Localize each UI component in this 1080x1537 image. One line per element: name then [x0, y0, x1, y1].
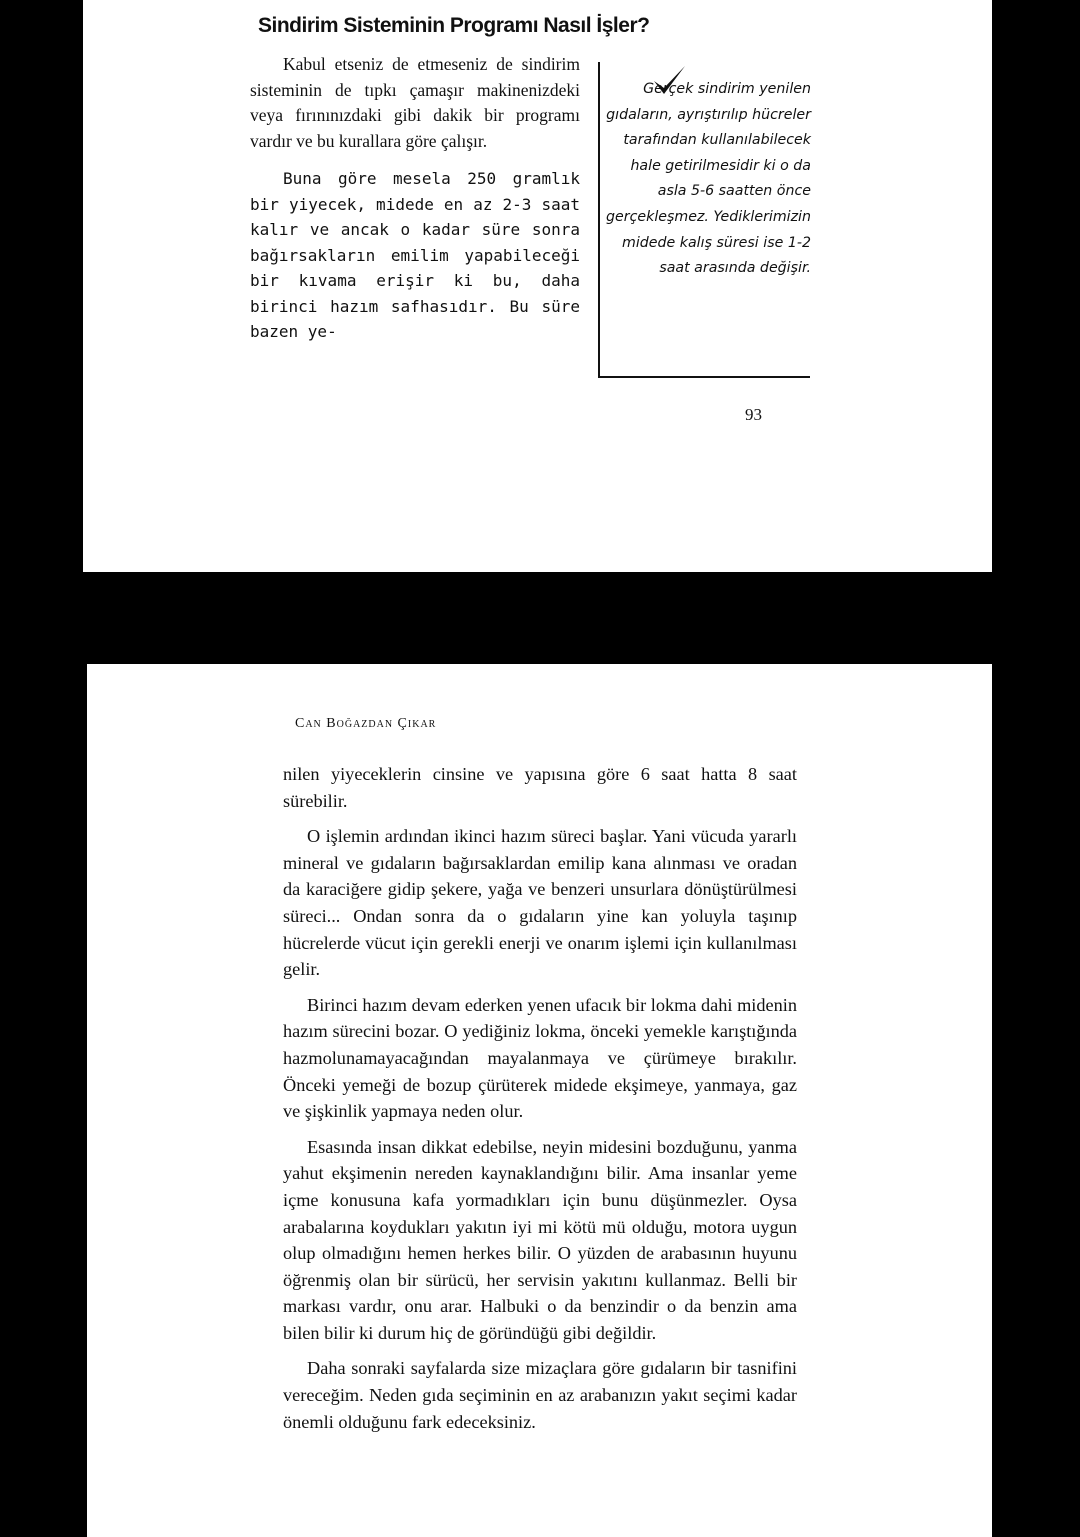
paragraph: Buna göre mesela 250 gramlık bir yiyecek, midede en az 2-3 saat kalır ve ancak o kadar süre sonra bağırsakların emilim yapabileceği bir kıvama erişir ki bu, daha birinci hazım safhasıdır. Bu süre bazen ye-: [250, 169, 580, 341]
bottom-book-page: [87, 664, 992, 1537]
sidebar-divider-vertical: [598, 62, 600, 378]
sidebar-note-text: Gerçek sindirim yenilen gıdaların, ayrıştırılıp hücreler tarafından kullanılabilecek hale getirilmesidir ki o da asla 5-6 saatten önce gerçekleşmez. Yediklerimizin midede kalış süresi ise 1-2 saat arasında değişir.: [606, 81, 811, 277]
paragraph: nilen yiyeceklerin cinsine ve yapısına göre 6 saat hatta 8 saat sürebilir.: [283, 764, 797, 811]
paragraph: Esasında insan dikkat edebilse, neyin midesini bozduğunu, yanma yahut ekşimenin nereden kaynaklandığını bilir. Ama insanlar yeme içme konusuna kafa yormadıkları için bunu düşünmezler. Oysa arabalarına koydukları yakıtın iyi mi kötü mü olduğu, motora uygun olup olmadığını hemen herkes bilir. O yüzden de arabasının huyunu öğrenmiş olan bir sürücü, her servisin yakıtını kullanmaz. Belli bir markası vardır, onu arar. Halbuki o da benzindir o da benzin ama bilen bilir ki durum hiç de göründüğü gibi değildir.: [283, 1136, 797, 1343]
sidebar-note: [603, 77, 811, 282]
main-text-column: [283, 761, 797, 1435]
page-number: 93: [745, 405, 762, 424]
main-text-column: [250, 52, 580, 345]
top-book-page: [83, 0, 992, 572]
running-head: Can Boğazdan Çıkar: [295, 716, 437, 731]
section-heading: Sindirim Sisteminin Programı Nasıl İşler?: [258, 14, 650, 37]
paragraph: Kabul etseniz de etmeseniz de sindirim sisteminin de tıpkı çamaşır makinenizdeki veya fırınınızdaki gibi dakik bir programı vardır ve bu kurallara göre çalışır.: [250, 54, 580, 151]
paragraph: Daha sonraki sayfalarda size mizaçlara göre gıdaların bir tasnifini vereceğim. Neden gıda seçiminin en az arabanızın yakıt seçimi kadar önemli olduğunu fark edeceksiniz.: [283, 1358, 797, 1432]
paragraph: Birinci hazım devam ederken yenen ufacık bir lokma dahi midenin hazım sürecini bozar. O yediğiniz lokma, önceki yemekle karıştığında hazmolunamayacağından mayalanmaya ve çürümeye bırakılır. Önceki yemeği de bozup çürüterek midede ekşimeye, yanmaya, gaz ve şişkinlik yapmaya neden olur.: [283, 994, 797, 1122]
sidebar-divider-horizontal: [598, 376, 810, 378]
paragraph: O işlemin ardından ikinci hazım süreci başlar. Yani vücuda yararlı mineral ve gıdaların bağırsaklardan emilip kana alınması ve oradan da karaciğere gidip şekere, yağa ve benzeri unsurlara dönüştürülmesi süreci... Ondan sonra da o gıdaların yine kan yoluyla taşınıp hücrelerde vücut için gerekli enerji ve onarım işlemi için kullanılması gelir.: [283, 826, 797, 980]
